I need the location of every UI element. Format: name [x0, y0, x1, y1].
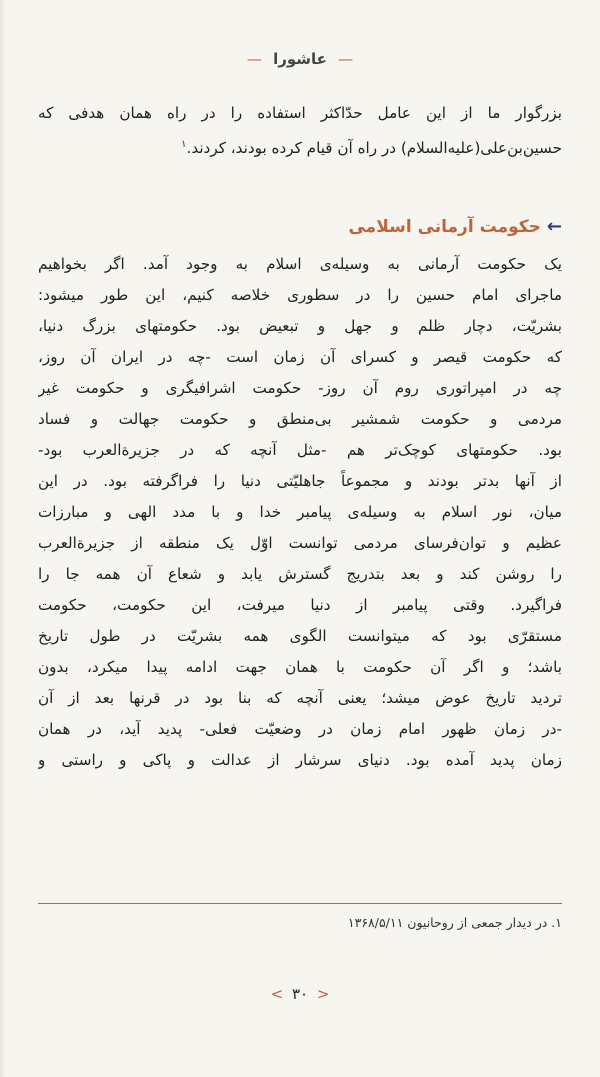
section-heading: [348, 216, 562, 237]
section-heading-text: حکومت آرمانی اسلامی: [348, 216, 541, 237]
body-line: تردید تاریخ عوض میشد؛ یعنی آنچه که بنا بود در قرنها بعد از آن: [38, 689, 562, 707]
body-line: زمان پدید آمده بود. دنیای سرشار از عدالت و پاکی و راستی و: [38, 751, 562, 769]
intro-line-last: [38, 129, 562, 160]
body-line: -در زمان ظهور امام زمان در وضعیّت فعلی- پدید آید، در همان: [38, 720, 562, 738]
body-line: مردمی و حکومت شمشیر بی‌منطق و حکومت جهالت و فساد: [38, 410, 562, 428]
body-line: یک حکومت آرمانی به وسیله‌ی اسلام به وجود آمد. اگر بخواهیم: [38, 255, 562, 273]
body-line: که حکومت قیصر و کسرای آن زمان است -چه در ایران آن روز،: [38, 348, 562, 366]
running-head: [0, 50, 600, 68]
footnote-marker[interactable]: ۱: [181, 139, 187, 150]
body-paragraph: [38, 249, 562, 776]
intro-line-text: حسین‌بن‌علی(علیه‌السلام) در راه آن قیام کرده بودند، کردند.: [186, 139, 562, 158]
body-line: باشد؛ و اگر آن حکومت با همان جهت ادامه پیدا میکرد، بدون: [38, 658, 562, 676]
page-number: [0, 985, 600, 1003]
body-line: را روشن کند و بعد بتدریج گسترش یابد و شعاع آن همه جا را: [38, 565, 562, 583]
footnote: [38, 915, 562, 930]
intro-paragraph: [38, 98, 562, 160]
body-line: ماجرای امام حسین را در سطوری خلاصه کنیم، این طور میشود:: [38, 286, 562, 304]
body-line: فراگیرد. وقتی پیامبر از دنیا میرفت، این حکومت، حکومت: [38, 596, 562, 614]
footnote-text: در دیدار جمعی از روحانیون ۱۳۶۸/۵/۱۱: [347, 915, 548, 930]
body-line: میان، نور اسلام به وسیله‌ی پیامبر خدا و با مدد الهی و مبارزات: [38, 503, 562, 521]
body-line: چه در امپراتوری روم آن روز- حکومت اشرافیگری و حکومت غیر: [38, 379, 562, 397]
body-line: بود. حکومتهای کوچک‌تر هم -مثل آنچه که در جزیرةالعرب بود-: [38, 441, 562, 459]
running-head-dash-right: —: [338, 50, 354, 68]
footnote-divider: [38, 903, 562, 904]
intro-line: بزرگوار ما از این عامل حدّاکثر استفاده را در راه همان هدفی که: [38, 104, 562, 122]
folio-bracket-left: <: [270, 985, 284, 1003]
body-line: مستقرّی بود که میتوانست الگوی همه بشریّت در طول تاریخ: [38, 627, 562, 645]
arrow-left-icon: ←: [546, 216, 562, 237]
folio-bracket-right: >: [316, 985, 330, 1003]
footnote-number: ۱.: [551, 915, 562, 930]
running-head-dash-left: —: [246, 50, 262, 68]
binding-shadow: [0, 0, 6, 1077]
page-number-value: ۳۰: [291, 985, 309, 1003]
body-line: بشریّت، دچار ظلم و جهل و تبعیض بود. حکومتهای بزرگ دنیا،: [38, 317, 562, 335]
running-head-title: عاشورا: [273, 50, 327, 68]
body-line: عظیم و توان‌فرسای مردمی توانست اوّل یک منطقه از جزیرةالعرب: [38, 534, 562, 552]
body-line: از آنها بدتر بودند و مجموعاً جاهلیّتی دنیا را فراگرفته بود. در این: [38, 472, 562, 490]
